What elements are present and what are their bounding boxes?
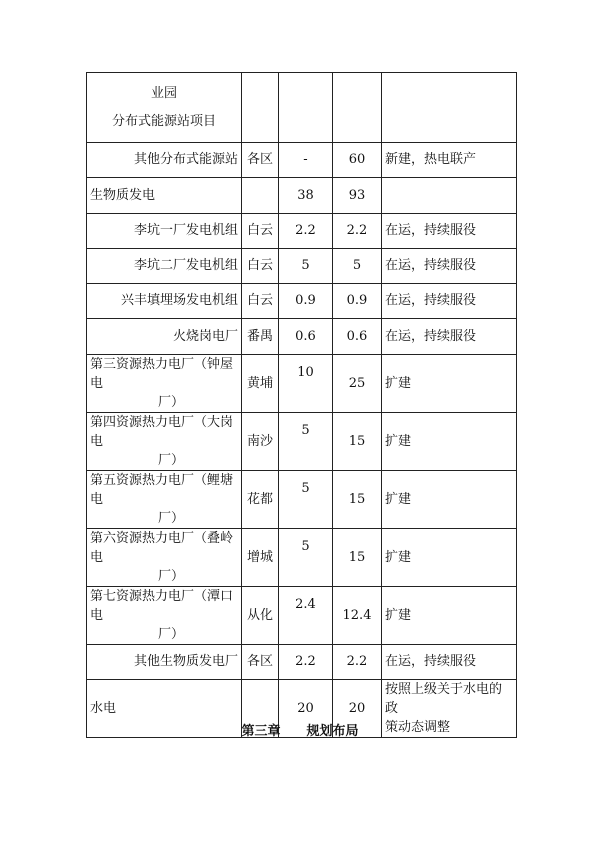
table-row [87, 413, 517, 471]
area-cell: 从化 [242, 587, 279, 645]
table-row [87, 178, 517, 214]
project-name-cell: 兴丰填埋场发电机组 [87, 284, 242, 319]
note-cell: 扩建 [382, 355, 517, 413]
name-line: 第七资源热力电厂（潭口电 [90, 589, 234, 623]
name-line: 分布式能源站项目 [111, 113, 216, 129]
note-line: 策动态调整 [385, 720, 451, 735]
value-2025-cell: 15 [333, 529, 382, 587]
note-cell [382, 178, 517, 214]
project-name-cell [87, 413, 242, 471]
project-name-cell: 其他分布式能源站 [87, 143, 242, 178]
name-line: 第三资源热力电厂（钟屋电 [90, 357, 234, 391]
area-cell [242, 73, 279, 143]
value-2025-cell: 2.2 [333, 645, 382, 680]
chapter-title: 规划布局 [306, 724, 359, 739]
name-line: 厂） [157, 569, 184, 584]
value-2025-cell: 25 [333, 355, 382, 413]
table-row [87, 249, 517, 284]
area-cell: 南沙 [242, 413, 279, 471]
note-cell [382, 73, 517, 143]
chapter-number: 第三章 [241, 724, 281, 739]
note-cell: 在运，持续服役 [382, 645, 517, 680]
value-2025-cell: 20 [333, 680, 382, 738]
project-name-cell: 火烧岗电厂 [87, 319, 242, 355]
note-cell: 扩建 [382, 471, 517, 529]
note-line: 按照上级关于水电的政 [385, 682, 503, 716]
table-row [87, 73, 517, 143]
value-2025-cell: 0.9 [333, 284, 382, 319]
note-cell: 在运，持续服役 [382, 284, 517, 319]
project-name-cell: 李坑二厂发电机组 [87, 249, 242, 284]
area-cell: 各区 [242, 645, 279, 680]
value-2020-cell: 2.4 [279, 587, 333, 645]
project-name-cell: 生物质发电 [87, 178, 242, 214]
value-2025-cell: 15 [333, 413, 382, 471]
name-line: 厂） [157, 453, 184, 468]
value-2025-cell [333, 73, 382, 143]
note-cell: 在运，持续服役 [382, 214, 517, 249]
value-2020-cell: 2.2 [279, 214, 333, 249]
project-name-cell [87, 471, 242, 529]
table-row [87, 529, 517, 587]
value-2025-cell: 0.6 [333, 319, 382, 355]
value-2020-cell: 5 [279, 471, 333, 529]
note-cell: 扩建 [382, 529, 517, 587]
value-2020-cell: 5 [279, 413, 333, 471]
value-2025-cell: 2.2 [333, 214, 382, 249]
value-2020-cell [279, 73, 333, 143]
name-line: 第四资源热力电厂（大岗电 [90, 415, 234, 449]
area-cell: 白云 [242, 284, 279, 319]
table-row [87, 284, 517, 319]
value-2020-cell: - [279, 143, 333, 178]
value-2025-cell: 5 [333, 249, 382, 284]
area-cell: 黄埔 [242, 355, 279, 413]
area-cell: 番禺 [242, 319, 279, 355]
name-line: 第六资源热力电厂（叠岭电 [90, 531, 234, 565]
project-name-cell: 李坑一厂发电机组 [87, 214, 242, 249]
name-line: 厂） [157, 627, 184, 642]
table-row [87, 214, 517, 249]
name-line: 第五资源热力电厂（鲤塘电 [90, 473, 234, 507]
area-cell: 白云 [242, 249, 279, 284]
value-2025-cell: 12.4 [333, 587, 382, 645]
value-2020-cell: 5 [279, 249, 333, 284]
note-cell: 在运，持续服役 [382, 319, 517, 355]
value-2020-cell: 10 [279, 355, 333, 413]
chapter-heading [0, 720, 600, 739]
value-2025-cell: 93 [333, 178, 382, 214]
note-cell: 扩建 [382, 413, 517, 471]
area-cell [242, 178, 279, 214]
table-row [87, 355, 517, 413]
value-2025-cell: 15 [333, 471, 382, 529]
project-name-cell: 水电 [87, 680, 242, 738]
power-plan-table [86, 72, 517, 738]
table-row [87, 471, 517, 529]
project-name-cell [87, 355, 242, 413]
area-cell: 白云 [242, 214, 279, 249]
value-2020-cell: 0.9 [279, 284, 333, 319]
table-row [87, 143, 517, 178]
note-cell: 扩建 [382, 587, 517, 645]
note-cell: 在运，持续服役 [382, 249, 517, 284]
project-name-cell [87, 73, 242, 143]
note-cell: 新建，热电联产 [382, 143, 517, 178]
value-2020-cell: 0.6 [279, 319, 333, 355]
project-name-cell [87, 587, 242, 645]
value-2020-cell: 20 [279, 680, 333, 738]
area-cell: 增城 [242, 529, 279, 587]
value-2020-cell: 38 [279, 178, 333, 214]
value-2025-cell: 60 [333, 143, 382, 178]
area-cell: 花都 [242, 471, 279, 529]
value-2020-cell: 2.2 [279, 645, 333, 680]
area-cell: 各区 [242, 143, 279, 178]
project-name-cell [87, 529, 242, 587]
name-line: 厂） [157, 511, 184, 526]
value-2020-cell: 5 [279, 529, 333, 587]
table-row [87, 587, 517, 645]
project-name-cell: 其他生物质发电厂 [87, 645, 242, 680]
table-row [87, 645, 517, 680]
name-line: 厂） [157, 395, 184, 410]
table-row [87, 319, 517, 355]
name-line: 业园 [150, 85, 177, 101]
